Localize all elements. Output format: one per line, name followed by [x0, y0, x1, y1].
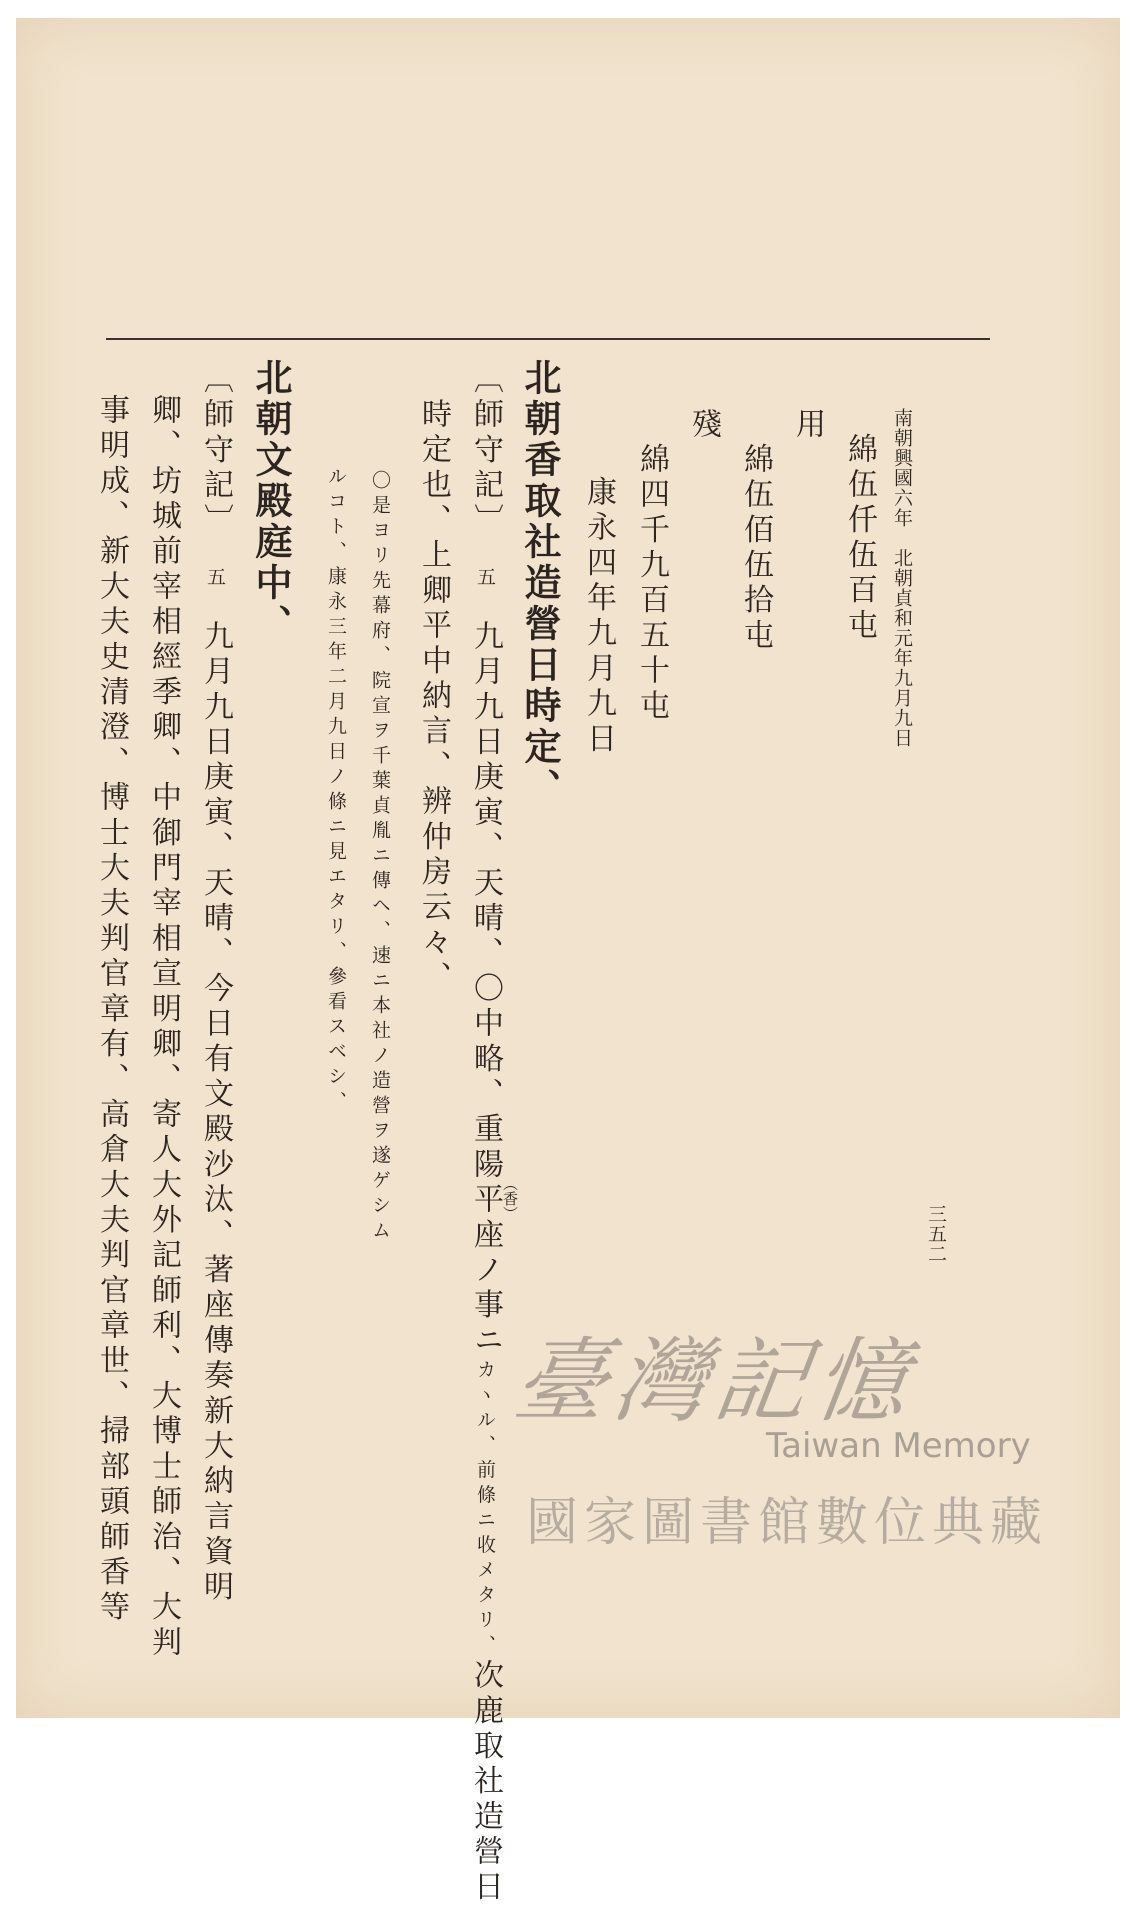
- correction-note: （香）: [501, 1176, 519, 1221]
- ledger-line-3: 綿伍佰伍拾屯: [738, 443, 773, 655]
- document-page: [16, 18, 1120, 1906]
- running-title: 南朝興國六年 北朝貞和元年九月九日: [891, 408, 913, 748]
- ledger-line-4: 殘: [686, 408, 721, 444]
- section2-line2: 卿、坊城前宰相經季卿、中御門宰相宣明卿、寄人大外記師利、大博士師治、大判: [146, 394, 181, 1662]
- section1-line1: 〔師守記〕五九月九日庚寅、天晴、〇中略、重陽平座ノ事ニカヽル、前條ニ收メタリ、次鹿取社造營日: [468, 363, 503, 1906]
- section1-line2: 時定也、上卿平中納言、辨仲房云々、: [416, 398, 451, 997]
- ledger-line-2: 用: [790, 408, 825, 444]
- section2-heading: 北朝文殿庭中、: [249, 358, 293, 645]
- page-number: 三五二: [925, 1204, 947, 1264]
- source-bracket: 〔師守記〕: [468, 363, 503, 539]
- volume-number: 五: [204, 567, 226, 592]
- watermark-chinese: 國家圖書館數位典藏: [526, 1493, 1049, 1553]
- ledger-line-5: 綿四千九百五十屯: [634, 443, 669, 725]
- source-bracket: 〔師守記〕: [198, 363, 233, 539]
- ledger-line-1: 綿伍仟伍百屯: [842, 433, 877, 645]
- section2-line3: 事明成、新大夫史清澄、博士大夫判官章有、高倉大夫判官章世、掃部頭師香等: [94, 394, 129, 1626]
- editor-note-1: 〇是ヨリ先幕府、院宣ヲ千葉貞胤ニ傳ヘ、速ニ本社ノ造營ヲ遂ゲシム: [369, 470, 391, 1245]
- editor-note-2: ルコト、康永三年二月九日ノ條ニ見エタリ、參看スベシ、: [325, 466, 347, 1116]
- section1-heading: 北朝香取社造營日時定、: [518, 358, 562, 809]
- watermark-calligraphy: 臺灣記憶: [507, 1328, 923, 1435]
- library-watermark: [507, 1308, 1076, 1628]
- divider-rule: [106, 338, 990, 340]
- volume-number: 五: [474, 567, 496, 592]
- section2-line1: 〔師守記〕五九月九日庚寅、天晴、今日有文殿沙汰、著座傳奏新大納言資明: [198, 363, 233, 1606]
- ledger-date: 康永四年九月九日: [581, 476, 616, 758]
- watermark-english: Taiwan Memory: [766, 1426, 1031, 1466]
